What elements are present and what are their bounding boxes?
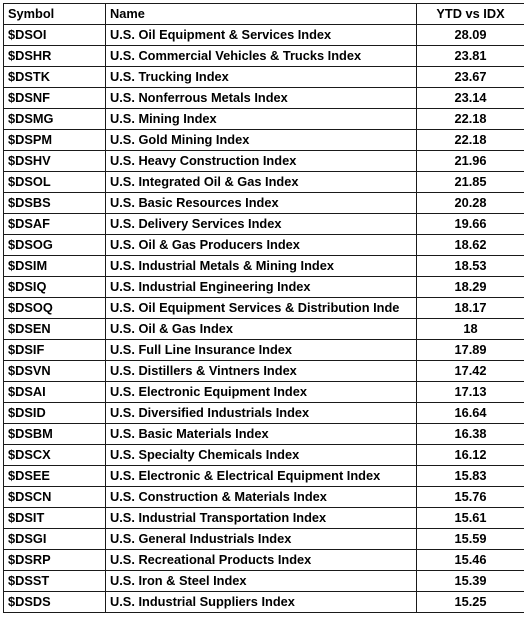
symbol-cell[interactable]: $DSOI: [4, 25, 106, 46]
symbol-cell[interactable]: $DSHR: [4, 46, 106, 67]
symbol-cell[interactable]: $DSRP: [4, 550, 106, 571]
table-row: [4, 361, 524, 382]
table-row: [4, 382, 524, 403]
ytd-vs-idx-cell[interactable]: 18: [417, 319, 524, 340]
symbol-cell[interactable]: $DSIM: [4, 256, 106, 277]
ytd-vs-idx-cell[interactable]: 22.18: [417, 109, 524, 130]
table-row: [4, 88, 524, 109]
symbol-cell[interactable]: $DSHV: [4, 151, 106, 172]
name-cell[interactable]: U.S. Full Line Insurance Index: [106, 340, 417, 361]
name-cell[interactable]: U.S. Oil Equipment Services & Distribution Inde: [106, 298, 417, 319]
name-cell[interactable]: U.S. Distillers & Vintners Index: [106, 361, 417, 382]
table-row: [4, 298, 524, 319]
symbol-cell[interactable]: $DSMG: [4, 109, 106, 130]
name-cell[interactable]: U.S. Oil & Gas Index: [106, 319, 417, 340]
ytd-vs-idx-cell[interactable]: 17.42: [417, 361, 524, 382]
table-row: [4, 592, 524, 613]
name-cell[interactable]: U.S. Basic Materials Index: [106, 424, 417, 445]
ytd-vs-idx-cell[interactable]: 15.61: [417, 508, 524, 529]
table-row: [4, 403, 524, 424]
name-cell[interactable]: U.S. Electronic Equipment Index: [106, 382, 417, 403]
table-row: [4, 235, 524, 256]
index-table: [3, 3, 524, 613]
table-row: [4, 277, 524, 298]
ytd-vs-idx-cell[interactable]: 16.38: [417, 424, 524, 445]
ytd-vs-idx-cell[interactable]: 16.12: [417, 445, 524, 466]
name-cell[interactable]: U.S. Industrial Engineering Index: [106, 277, 417, 298]
ytd-vs-idx-cell[interactable]: 17.89: [417, 340, 524, 361]
symbol-cell[interactable]: $DSIF: [4, 340, 106, 361]
ytd-vs-idx-cell[interactable]: 18.17: [417, 298, 524, 319]
ytd-vs-idx-cell[interactable]: 18.62: [417, 235, 524, 256]
table-row: [4, 445, 524, 466]
ytd-vs-idx-cell[interactable]: 16.64: [417, 403, 524, 424]
symbol-cell[interactable]: $DSNF: [4, 88, 106, 109]
symbol-cell[interactable]: $DSOQ: [4, 298, 106, 319]
table-row: [4, 67, 524, 88]
header-name[interactable]: Name: [106, 4, 417, 25]
ytd-vs-idx-cell[interactable]: 15.83: [417, 466, 524, 487]
table-row: [4, 571, 524, 592]
name-cell[interactable]: U.S. Basic Resources Index: [106, 193, 417, 214]
ytd-vs-idx-cell[interactable]: 22.18: [417, 130, 524, 151]
symbol-cell[interactable]: $DSCN: [4, 487, 106, 508]
symbol-cell[interactable]: $DSBS: [4, 193, 106, 214]
table-row: [4, 487, 524, 508]
ytd-vs-idx-cell[interactable]: 15.39: [417, 571, 524, 592]
name-cell[interactable]: U.S. Construction & Materials Index: [106, 487, 417, 508]
ytd-vs-idx-cell[interactable]: 20.28: [417, 193, 524, 214]
symbol-cell[interactable]: $DSBM: [4, 424, 106, 445]
symbol-cell[interactable]: $DSIT: [4, 508, 106, 529]
table-row: [4, 109, 524, 130]
ytd-vs-idx-cell[interactable]: 21.85: [417, 172, 524, 193]
name-cell[interactable]: U.S. Oil & Gas Producers Index: [106, 235, 417, 256]
table-row: [4, 25, 524, 46]
table-row: [4, 340, 524, 361]
table-row: [4, 424, 524, 445]
ytd-vs-idx-cell[interactable]: 18.29: [417, 277, 524, 298]
name-cell[interactable]: U.S. Heavy Construction Index: [106, 151, 417, 172]
symbol-cell[interactable]: $DSGI: [4, 529, 106, 550]
name-cell[interactable]: U.S. Commercial Vehicles & Trucks Index: [106, 46, 417, 67]
name-cell[interactable]: U.S. Recreational Products Index: [106, 550, 417, 571]
table-body: [4, 4, 524, 613]
ytd-vs-idx-cell[interactable]: 18.53: [417, 256, 524, 277]
ytd-vs-idx-cell[interactable]: 15.25: [417, 592, 524, 613]
symbol-cell[interactable]: $DSAI: [4, 382, 106, 403]
symbol-cell[interactable]: $DSTK: [4, 67, 106, 88]
name-cell[interactable]: U.S. Integrated Oil & Gas Index: [106, 172, 417, 193]
name-cell[interactable]: U.S. Gold Mining Index: [106, 130, 417, 151]
header-row: [4, 4, 524, 25]
name-cell[interactable]: U.S. Diversified Industrials Index: [106, 403, 417, 424]
table-row: [4, 466, 524, 487]
ytd-vs-idx-cell[interactable]: 15.46: [417, 550, 524, 571]
table-row: [4, 508, 524, 529]
table-row: [4, 529, 524, 550]
name-cell[interactable]: U.S. Oil Equipment & Services Index: [106, 25, 417, 46]
name-cell[interactable]: U.S. Industrial Metals & Mining Index: [106, 256, 417, 277]
ytd-vs-idx-cell[interactable]: 19.66: [417, 214, 524, 235]
symbol-cell[interactable]: $DSEE: [4, 466, 106, 487]
symbol-cell[interactable]: $DSCX: [4, 445, 106, 466]
name-cell[interactable]: U.S. General Industrials Index: [106, 529, 417, 550]
table-row: [4, 172, 524, 193]
spreadsheet-view: [0, 3, 524, 617]
ytd-vs-idx-cell[interactable]: 28.09: [417, 25, 524, 46]
name-cell[interactable]: U.S. Trucking Index: [106, 67, 417, 88]
name-cell[interactable]: U.S. Iron & Steel Index: [106, 571, 417, 592]
header-symbol[interactable]: Symbol: [4, 4, 106, 25]
ytd-vs-idx-cell[interactable]: 21.96: [417, 151, 524, 172]
name-cell[interactable]: U.S. Industrial Suppliers Index: [106, 592, 417, 613]
header-ytd-vs-idx[interactable]: YTD vs IDX: [417, 4, 524, 25]
ytd-vs-idx-cell[interactable]: 23.67: [417, 67, 524, 88]
symbol-cell[interactable]: $DSVN: [4, 361, 106, 382]
symbol-cell[interactable]: $DSID: [4, 403, 106, 424]
name-cell[interactable]: U.S. Nonferrous Metals Index: [106, 88, 417, 109]
symbol-cell[interactable]: $DSAF: [4, 214, 106, 235]
table-row: [4, 193, 524, 214]
symbol-cell[interactable]: $DSST: [4, 571, 106, 592]
symbol-cell[interactable]: $DSEN: [4, 319, 106, 340]
table-row: [4, 214, 524, 235]
ytd-vs-idx-cell[interactable]: 15.76: [417, 487, 524, 508]
name-cell[interactable]: U.S. Electronic & Electrical Equipment Index: [106, 466, 417, 487]
table-row: [4, 46, 524, 67]
name-cell[interactable]: U.S. Mining Index: [106, 109, 417, 130]
ytd-vs-idx-cell[interactable]: 15.59: [417, 529, 524, 550]
symbol-cell[interactable]: $DSPM: [4, 130, 106, 151]
symbol-cell[interactable]: $DSDS: [4, 592, 106, 613]
symbol-cell[interactable]: $DSOG: [4, 235, 106, 256]
symbol-cell[interactable]: $DSIQ: [4, 277, 106, 298]
table-row: [4, 319, 524, 340]
table-row: [4, 130, 524, 151]
ytd-vs-idx-cell[interactable]: 17.13: [417, 382, 524, 403]
table-row: [4, 256, 524, 277]
table-row: [4, 550, 524, 571]
ytd-vs-idx-cell[interactable]: 23.14: [417, 88, 524, 109]
name-cell[interactable]: U.S. Delivery Services Index: [106, 214, 417, 235]
table-row: [4, 151, 524, 172]
name-cell[interactable]: U.S. Specialty Chemicals Index: [106, 445, 417, 466]
symbol-cell[interactable]: $DSOL: [4, 172, 106, 193]
name-cell[interactable]: U.S. Industrial Transportation Index: [106, 508, 417, 529]
ytd-vs-idx-cell[interactable]: 23.81: [417, 46, 524, 67]
